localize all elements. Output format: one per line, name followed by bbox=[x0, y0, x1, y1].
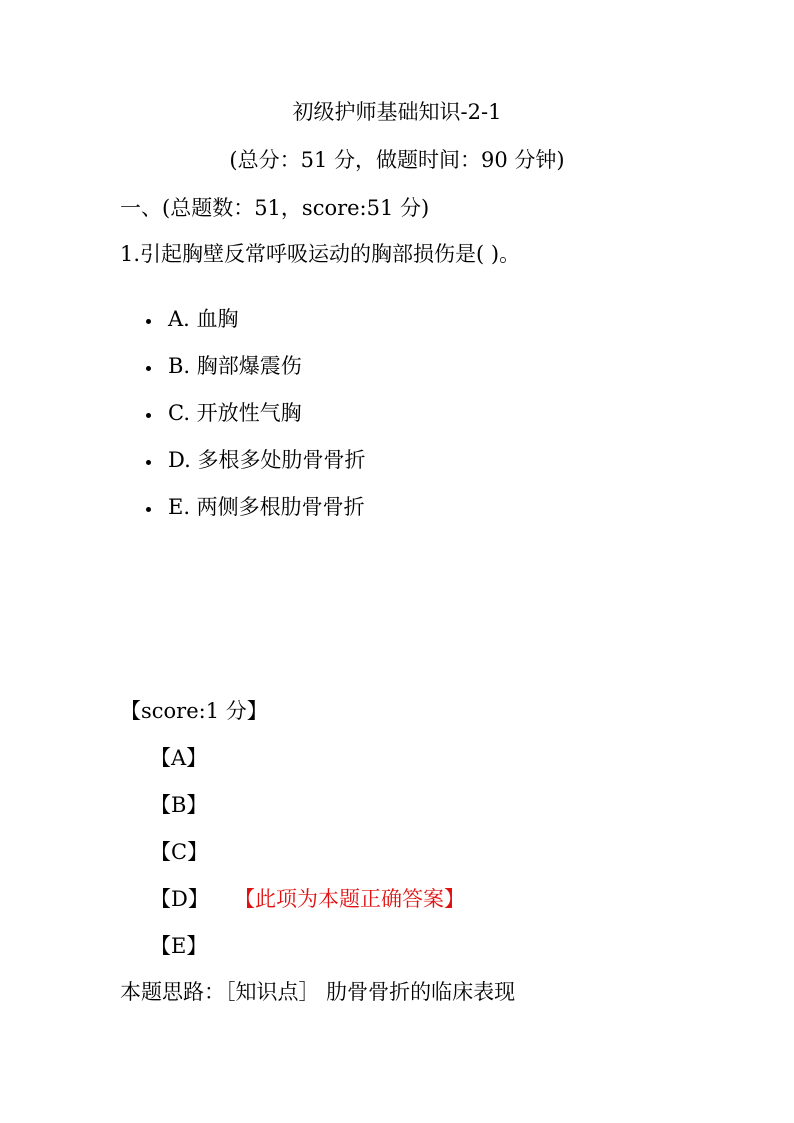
correct-answer-label: 【此项为本题正确答案】 bbox=[234, 887, 465, 911]
bullet-icon bbox=[146, 319, 151, 324]
bullet-icon bbox=[146, 413, 151, 418]
section-heading: 一、(总题数：51，score:51 分) bbox=[120, 196, 430, 220]
answer-mark-d: 【D】 bbox=[150, 887, 209, 911]
score-label: 【score:1 分】 bbox=[120, 699, 268, 723]
option-label: D. 多根多处肋骨骨折 bbox=[168, 448, 366, 472]
document-subtitle: (总分：51 分，做题时间：90 分钟) bbox=[229, 148, 565, 172]
answer-mark-a: 【A】 bbox=[150, 746, 208, 770]
answer-mark-e: 【E】 bbox=[150, 934, 208, 958]
bullet-icon bbox=[146, 507, 151, 512]
option-label: B. 胸部爆震伤 bbox=[168, 354, 302, 378]
option-label: C. 开放性气胸 bbox=[168, 401, 302, 425]
answer-mark-b: 【B】 bbox=[150, 793, 208, 817]
bullet-icon bbox=[146, 366, 151, 371]
analysis-text: 本题思路：［知识点］ 肋骨骨折的临床表现 bbox=[120, 980, 516, 1004]
option-label: A. 血胸 bbox=[168, 307, 239, 331]
bullet-icon bbox=[146, 460, 151, 465]
answer-mark-c: 【C】 bbox=[150, 840, 209, 864]
document-title: 初级护师基础知识-2-1 bbox=[292, 100, 502, 124]
question-text: 1.引起胸壁反常呼吸运动的胸部损伤是( )。 bbox=[120, 242, 521, 266]
option-label: E. 两侧多根肋骨骨折 bbox=[168, 495, 365, 519]
